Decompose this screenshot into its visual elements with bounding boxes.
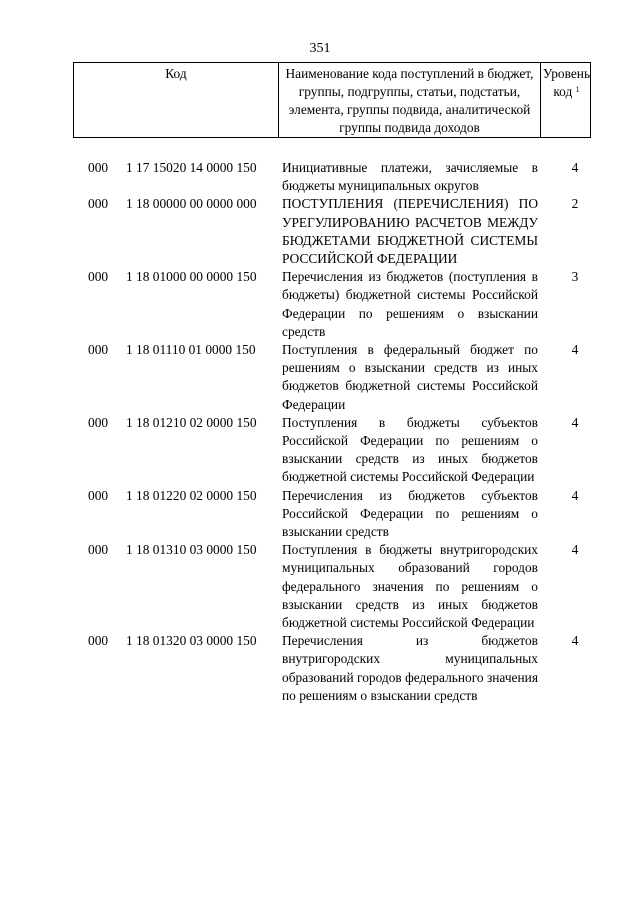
header-name: Наименование кода поступлений в бюджет, группы, подгруппы, статьи, подстатьи, элемента, группы подвида, аналитической группы подвида доходов [279, 63, 541, 137]
code-name: Перечисления из бюджетов субъектов Российской Федерации по решениям о взыскании средств [282, 487, 538, 540]
table-row [0, 195, 640, 268]
admin-code: 000 [88, 342, 109, 358]
page-number: 351 [309, 41, 331, 56]
admin-code: 000 [88, 196, 109, 212]
table-row [0, 159, 640, 195]
footnote-mark: 1 [575, 85, 580, 94]
admin-code: 000 [88, 269, 109, 285]
level-value: 3 [571, 269, 579, 285]
table-row [0, 541, 640, 632]
budget-code: 1 18 01310 03 0000 150 [126, 542, 257, 558]
admin-code: 000 [88, 414, 109, 430]
table-row [0, 487, 640, 542]
table-row [0, 268, 640, 341]
header-level [541, 63, 592, 137]
code-name: Поступления в бюджеты внутригородских муниципальных образований городов федерального значения по решениям о взыскании средств из иных бюджетов бюджетной системы Российской Федерации [282, 542, 538, 631]
table-row [0, 341, 640, 414]
table-body [0, 159, 640, 705]
admin-code: 000 [88, 487, 109, 503]
budget-code: 1 18 01210 02 0000 150 [126, 414, 257, 430]
level-value: 4 [571, 633, 579, 649]
code-name: Перечисления из бюджетов внутригородских муниципальных образований городов федерального значения по решениям о взыскании средств [282, 633, 538, 703]
admin-code: 000 [88, 160, 109, 175]
table-row [0, 632, 640, 705]
level-value: 2 [571, 196, 579, 212]
code-name: ПОСТУПЛЕНИЯ (ПЕРЕЧИСЛЕНИЯ) ПО УРЕГУЛИРОВАНИЮ РАСЧЕТОВ МЕЖДУ БЮДЖЕТАМИ БЮДЖЕТНОЙ СИСТЕМЫ РОССИЙСКОЙ ФЕДЕРАЦИИ [282, 196, 538, 267]
budget-code: 1 18 01220 02 0000 150 [126, 487, 257, 503]
header-level-label: Уровень код [542, 66, 591, 99]
code-name: Поступления в бюджеты субъектов Российской Федерации по решениям о взыскании средств из иных бюджетов бюджетной системы Российской Федерации [282, 414, 538, 485]
table-row [0, 414, 640, 487]
level-value: 4 [571, 542, 579, 558]
level-value: 4 [571, 160, 579, 175]
level-value: 4 [571, 414, 579, 430]
header-code: Код [74, 63, 279, 137]
budget-code: 1 18 01000 00 0000 150 [126, 269, 257, 285]
admin-code: 000 [88, 542, 109, 558]
level-value: 4 [571, 487, 579, 503]
code-name: Поступления в федеральный бюджет по решениям о взыскании средств из иных бюджетов бюджетной системы Российской Федерации [282, 342, 538, 412]
table-header [73, 62, 591, 138]
budget-code: 1 18 01110 01 0000 150 [126, 342, 256, 358]
code-name: Перечисления из бюджетов (поступления в бюджеты) бюджетной системы Российской Федерации по решениям о взыскании средств [282, 269, 538, 339]
budget-code: 1 18 00000 00 0000 000 [126, 196, 257, 212]
code-name: Инициативные платежи, зачисляемые в бюджеты муниципальных округов [282, 160, 538, 194]
admin-code: 000 [88, 633, 109, 649]
level-value: 4 [571, 342, 579, 358]
budget-code: 1 17 15020 14 0000 150 [126, 160, 257, 175]
budget-code: 1 18 01320 03 0000 150 [126, 633, 257, 649]
